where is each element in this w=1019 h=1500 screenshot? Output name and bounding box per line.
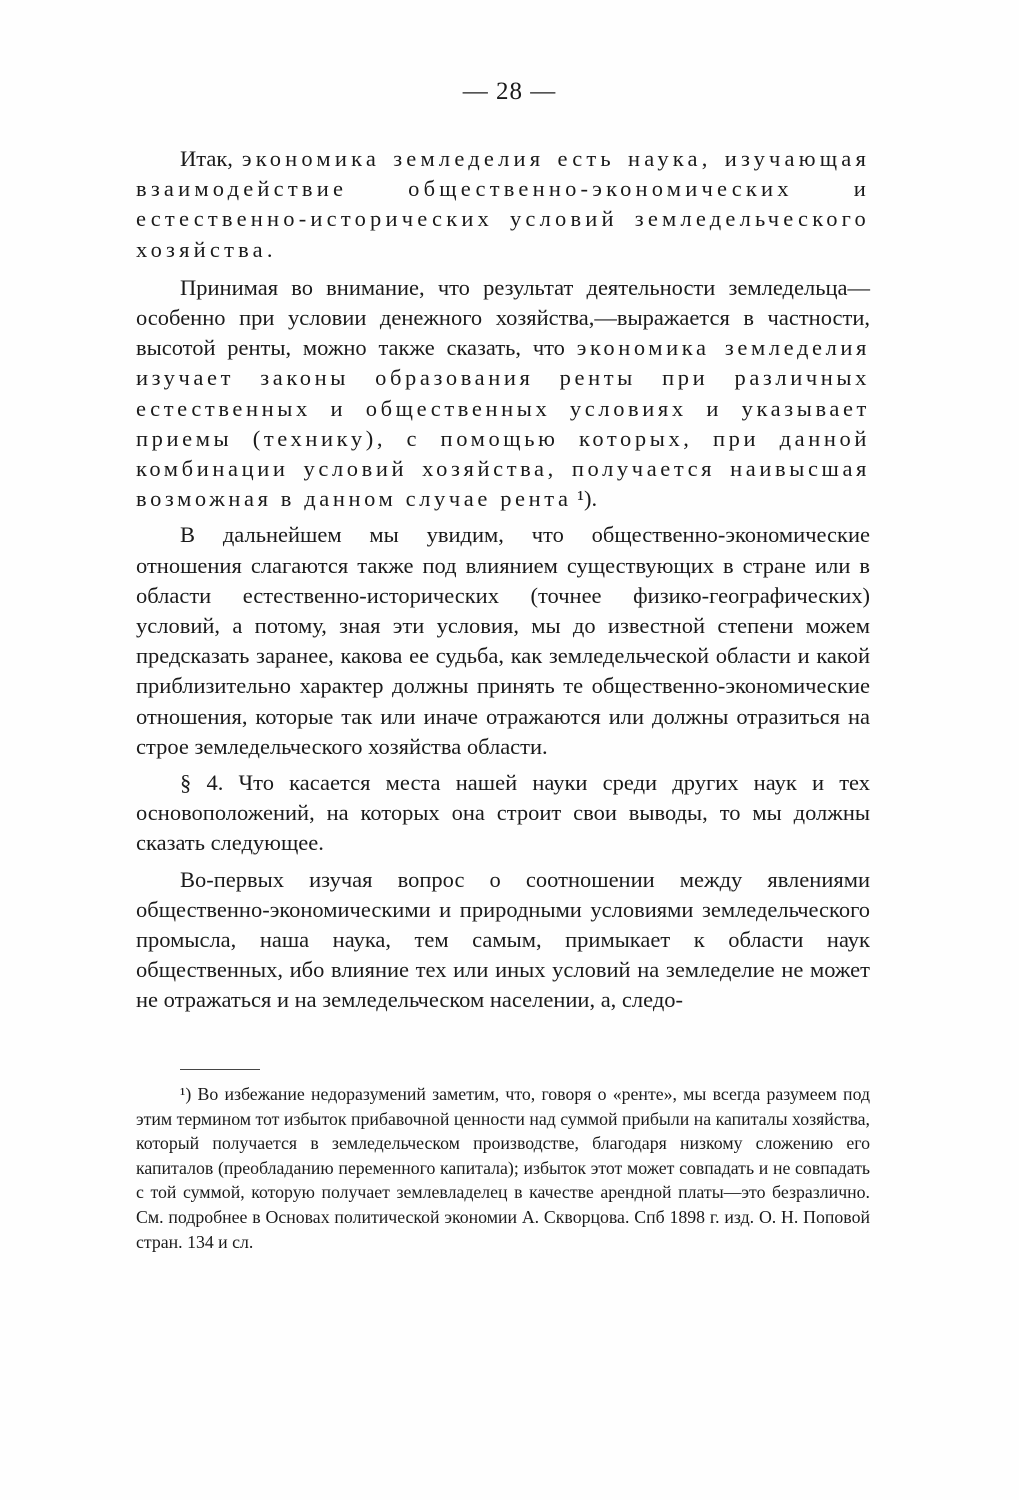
spaced-definition: экономика земледелия есть наука, изучающая взаимодействие общественно-экономических и естественно-исторических условий земледельческого хозяйства. (136, 146, 871, 262)
paragraph-rent (136, 273, 870, 515)
text-segment: Во-первых изучая вопрос о соотношении между явлениями общественно-экономическими и природными условиями земледельческого промысла, наша наука, тем самым, примыкает к области наук общественных, ибо влияние тех или иных условий на земледелие не может не отражаться и на земледельческом населении, а, следо- (136, 866, 870, 1013)
text-segment: В дальнейшем мы увидим, что общественно-экономические отношения слагаются также под влиянием существующих в стране или в области естественно-исторических (точнее физико-географических) условий, а потому, зная эти условия, мы до известной степени можем предсказать заранее, какова ее судьба, как земледельческой области и какой приблизительно характер должны принять те общественно-экономические отношения, которые так или иначе отражаются или должны отразиться на строе земледельческого хозяйства области. (136, 522, 870, 759)
main-text (136, 144, 870, 1022)
spaced-definition: экономика земледелия изучает законы образования ренты при различных естественных и общественных условиях и указывает приемы (технику), с помощью которых, при данной комбинации условий хозяйства, получается наивысшая возможная в данном случае рента (136, 335, 870, 512)
paragraph-section-4 (136, 768, 870, 859)
footnote (136, 1082, 870, 1254)
footnote-reference: ¹). (571, 486, 598, 512)
footnote-divider (180, 1069, 260, 1070)
paragraph-definition (136, 144, 870, 265)
footnote-text: ¹) Во избежание недоразумений заметим, что, говоря о «ренте», мы всегда разумеем под этим термином тот избыток прибавочной ценности над суммой прибыли на капиталы хозяйства, который получается в земледельческом производстве, благодаря низкому сложению его капиталов (преобладанию переменного капитала); избыток этот может совпадать и не совпадать с той суммой, которую получает землевладелец в качестве арендной платы—это безразлично. См. подробнее в Основах политической экономии А. Скворцова. Спб 1898 г. изд. О. Н. Поповой стран. 134 и сл. (136, 1084, 870, 1252)
paragraph-future (136, 520, 870, 762)
paragraph-firstly (136, 865, 870, 1016)
text-segment: Принимая во внимание, что результат деятельности земледельца—особенно при условии денежного хозяйства,—выражается в частности, высотой ренты, можно также сказать, что (136, 274, 870, 361)
text-segment: § 4. Что касается места нашей науки среди других наук и тех основоположений, на которых она строит свои выводы, то мы должны сказать следующее. (136, 770, 870, 856)
page-number: — 28 — (462, 78, 557, 105)
text-segment: Итак, (180, 146, 242, 171)
